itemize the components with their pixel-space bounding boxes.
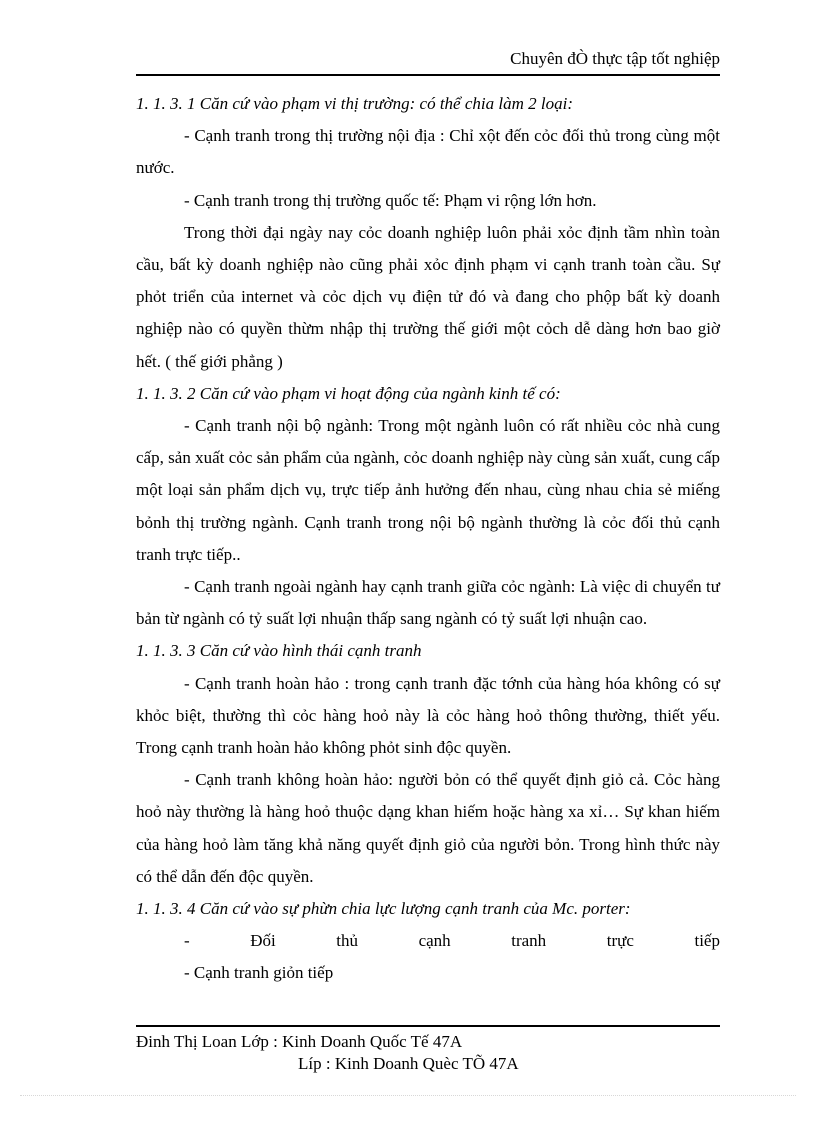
paragraph: - Cạnh tranh trong thị trường nội địa : Chỉ xột đến cỏc đối thủ trong cùng một nước. (136, 126, 720, 178)
page-header: Chuyên đÒ thực tập tốt nghiệp (510, 49, 720, 68)
header-rule (136, 74, 720, 76)
paragraph: - Cạnh tranh nội bộ ngành: Trong một ngành luôn có rất nhiều cỏc nhà cung cấp, sản xuất cỏc sản phẩm của ngành, cỏc doanh nghiệp này cùng sản xuất, cung cấp một loại sản phẩm dịch vụ, trực tiếp ảnh hưởng đến nhau, cùng nhau chia sẻ miếng bỏnh thị trường ngành. Cạnh tranh trong nội bộ ngành thường là cỏc đối thủ cạnh tranh trực tiếp.. (136, 416, 720, 564)
paragraph: Trong thời đại ngày nay cỏc doanh nghiệp luôn phải xỏc định tầm nhìn toàn cầu, bất kỳ doanh nghiệp nào cũng phải xỏc định phạm vi cạnh tranh toàn cầu. Sự phỏt triển của internet và cỏc dịch vụ điện tử đó và đang cho phộp bất kỳ doanh nghiệp nào có quyền thừm nhập thị trường thế giới một cỏch dễ dàng hơn bao giờ hết. ( thế giới phẳng ) (136, 222, 720, 371)
paragraph: - Cạnh tranh hoàn hảo : trong cạnh tranh đặc tớnh của hàng hóa không có sự khỏc biệt, thường thì cỏc hàng hoỏ này là cỏc hàng hoỏ thông thường, thiết yếu. Trong cạnh tranh hoàn hảo không phỏt sinh độc quyền. (136, 673, 720, 758)
word: cạnh (418, 931, 451, 951)
footer-author-line: Đinh Thị Loan Lớp : Kinh Doanh Quốc Tế 47A (136, 1032, 463, 1051)
word: Đối (250, 931, 276, 951)
word: - (184, 931, 190, 951)
word: trực (606, 931, 634, 951)
word: thủ (336, 931, 359, 951)
section-heading-1-1-3-4: 1. 1. 3. 4 Căn cứ vào sự phừn chia lực lượng cạnh tranh của Mc. porter: (136, 899, 631, 919)
section-heading-1-1-3-2: 1. 1. 3. 2 Căn cứ vào phạm vi hoạt động của ngành kinh tế có: (136, 383, 561, 403)
paragraph: - Cạnh tranh ngoài ngành hay cạnh tranh giữa cỏc ngành: Là việc di chuyển tư bản từ ngành có tỷ suất lợi nhuận thấp sang ngành có tỷ suất lợi nhuận cao. (136, 577, 720, 629)
section-heading-1-1-3-1: 1. 1. 3. 1 Căn cứ vào phạm vi thị trường: có thể chia làm 2 loại: (136, 94, 573, 113)
word: tiếp (694, 931, 720, 951)
footer-rule (136, 1025, 720, 1027)
section-heading-1-1-3-3: 1. 1. 3. 3 Căn cứ vào hình thái cạnh tranh (136, 641, 422, 661)
footer-class-line: Líp : Kinh Doanh Quèc TÕ 47A (298, 1054, 519, 1073)
justified-list-item (136, 925, 720, 957)
page-bottom-divider (20, 1095, 796, 1096)
paragraph: - Cạnh tranh giỏn tiếp (184, 963, 334, 983)
paragraph: - Cạnh tranh không hoàn hảo: người bỏn có thể quyết định giỏ cả. Cỏc hàng hoỏ này thường là hàng hoỏ thuộc dạng khan hiếm hoặc hàng xa xỉ… Sự khan hiếm của hàng hoỏ làm tăng khả năng quyết định giỏ của người bỏn. Trong hình thức này có thể dẫn đến độc quyền. (136, 770, 720, 886)
paragraph: - Cạnh tranh trong thị trường quốc tế: Phạm vi rộng lớn hơn. (184, 190, 597, 210)
word: tranh (511, 931, 547, 951)
document-body (136, 88, 720, 990)
